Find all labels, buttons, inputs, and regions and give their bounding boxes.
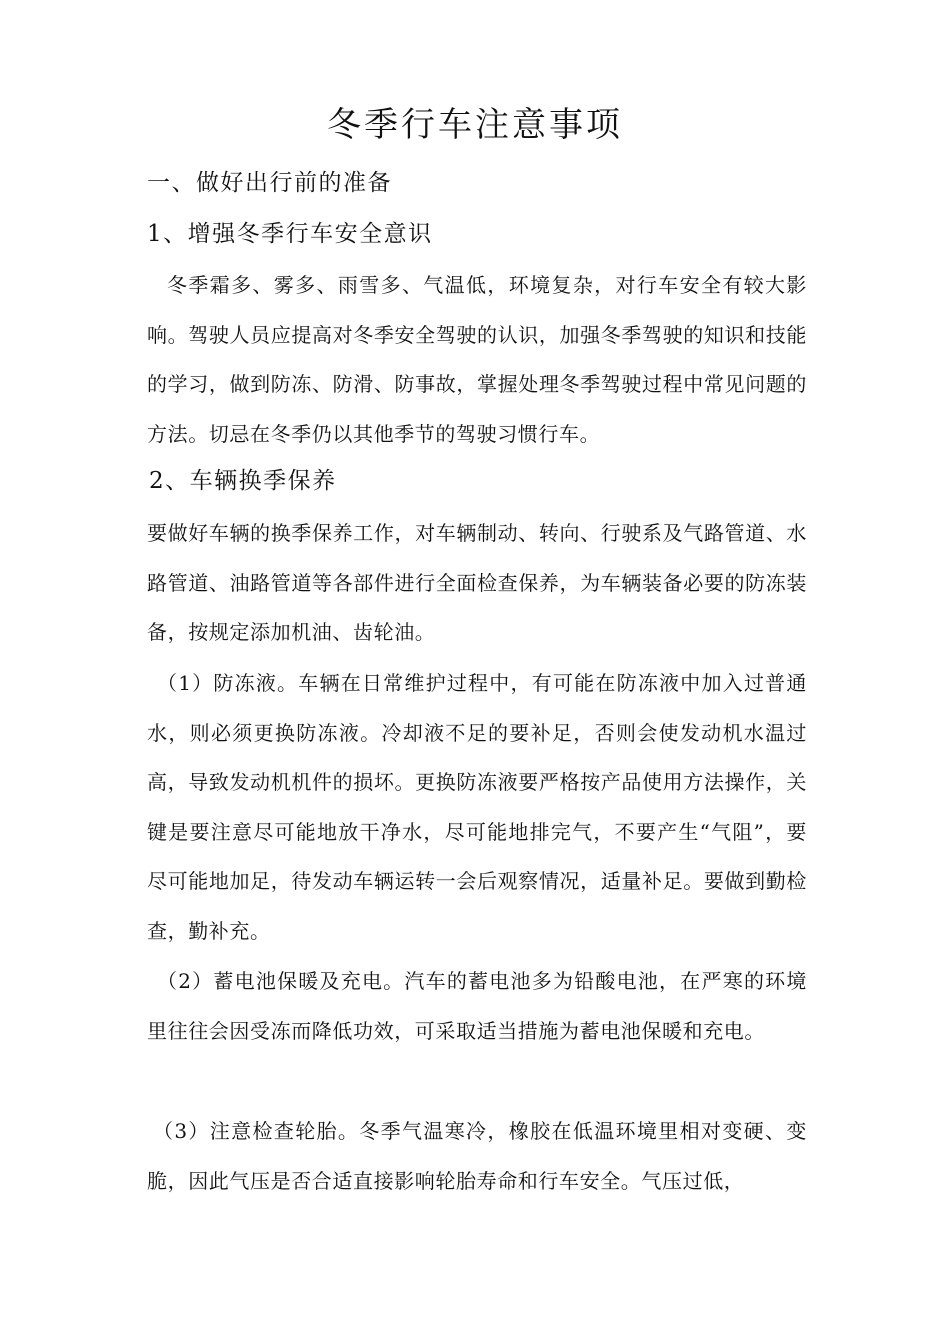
subsection-heading-seasonal-maintenance: 2、车辆换季保养 — [149, 468, 337, 494]
section-heading-preparation: 一、做好出行前的准备 — [147, 170, 392, 196]
paragraph-seasonal-maintenance: 要做好车辆的换季保养工作，对车辆制动、转向、行驶系及气路管道、水路管道、油路管道等各部件进行全面检查保养，为车辆装备必要的防冻装备，按规定添加机油、齿轮油。 — [147, 521, 807, 645]
paragraph-battery: （2）蓄电池保暖及充电。汽车的蓄电池多为铅酸电池，在严寒的环境里往往会因受冻而降低功效，可采取适当措施为蓄电池保暖和充电。 — [147, 969, 807, 1043]
paragraph-antifreeze: （1）防冻液。车辆在日常维护过程中，有可能在防冻液中加入过普通水，则必须更换防冻液。冷却液不足的要补足，否则会使发动机水温过高，导致发动机机件的损坏。更换防冻液要严格按产品使用方法操作，关键是要注意尽可能地放干净水，尽可能地排完气，不要产生“气阻”，要尽可能地加足，待发动车辆运转一会后观察情况，适量补足。要做到勤检查，勤补充。 — [147, 671, 807, 943]
subsection-heading-safety-awareness: 1、增强冬季行车安全意识 — [147, 221, 433, 247]
paragraph-tires: （3）注意检查轮胎。冬季气温寒冷，橡胶在低温环境里相对变硬、变脆，因此气压是否合适直接影响轮胎寿命和行车安全。气压过低， — [147, 1119, 807, 1193]
paragraph-safety-awareness: 冬季霜多、雾多、雨雪多、气温低，环境复杂，对行车安全有较大影响。驾驶人员应提高对冬季安全驾驶的认识，加强冬季驾驶的知识和技能的学习，做到防冻、防滑、防事故，掌握处理冬季驾驶过程中常见问题的方法。切忌在冬季仍以其他季节的驾驶习惯行车。 — [147, 273, 807, 446]
document-title: 冬季行车注意事项 — [327, 105, 623, 145]
